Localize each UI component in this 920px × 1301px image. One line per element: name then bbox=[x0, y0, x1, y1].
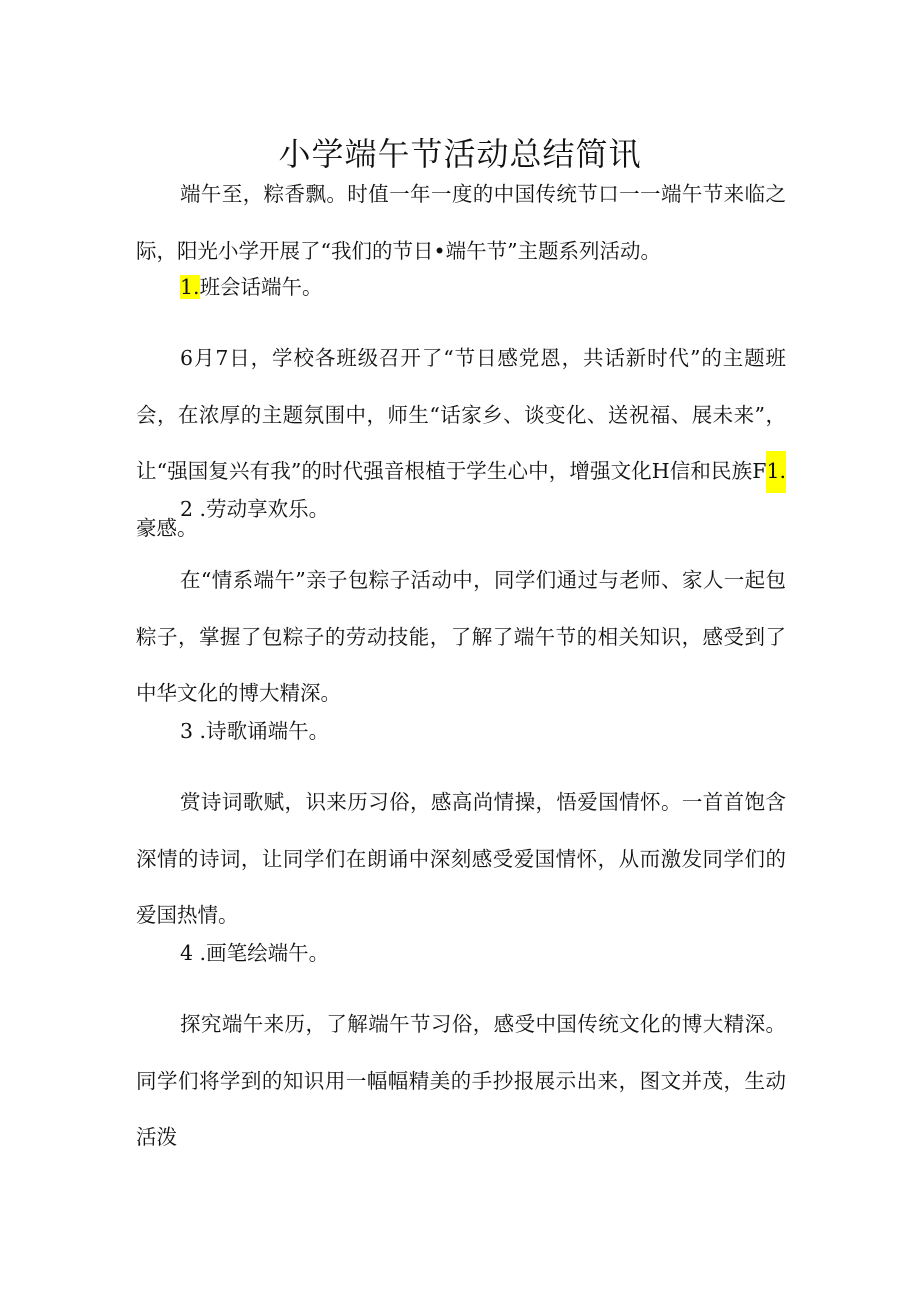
section-1-heading-text: 班会话端午。 bbox=[199, 275, 323, 299]
section-1-heading bbox=[180, 272, 323, 302]
section-4-body: 探究端午来历，了解端午节习俗，感受中国传统文化的博大精深。同学们将学到的知识用一幅幅精美的手抄报展示出来，图文并茂，生动活泼 bbox=[136, 1012, 786, 1149]
document-title: 小学端午节活动总结简讯 bbox=[278, 135, 642, 174]
section-1-body-end: 豪感。 bbox=[136, 515, 198, 540]
section-3-heading: 3 .诗歌诵端午。 bbox=[180, 719, 330, 743]
section-3-body: 赏诗词歌赋，识来历习俗，感高尚情操，悟爱国情怀。一首首饱含深情的诗词，让同学们在朗诵中深刻感受爱国情怀，从而激发同学们的爱国热情。 bbox=[136, 790, 786, 927]
section-4-heading: 4 .画笔绘端午。 bbox=[180, 941, 330, 965]
section-1-body-highlight: 1. bbox=[766, 451, 786, 493]
intro-paragraph: 端午至，粽香飘。时值一年一度的中国传统节口一一端午节来临之际，阳光小学开展了“我们的节日•端午节”主题系列活动。 bbox=[136, 182, 786, 263]
section-2-body: 在“情系端午”亲子包粽子活动中，同学们通过与老师、家人一起包粽子，掌握了包粽子的劳动技能，了解了端午节的相关知识，感受到了中华文化的博大精深。 bbox=[136, 568, 786, 705]
section-2-heading: 2 .劳动享欢乐。 bbox=[180, 497, 330, 521]
section-1-number-highlight: 1. bbox=[180, 275, 200, 299]
section-1-body-text: 6月7日，学校各班级召开了“节日感党恩，共话新时代”的主题班会，在浓厚的主题氛围中，师生“话家乡、谈变化、送祝福、展未来”，让“强国复兴有我”的时代强音根植于学生心中，增强文化H信和民族F bbox=[136, 346, 786, 483]
